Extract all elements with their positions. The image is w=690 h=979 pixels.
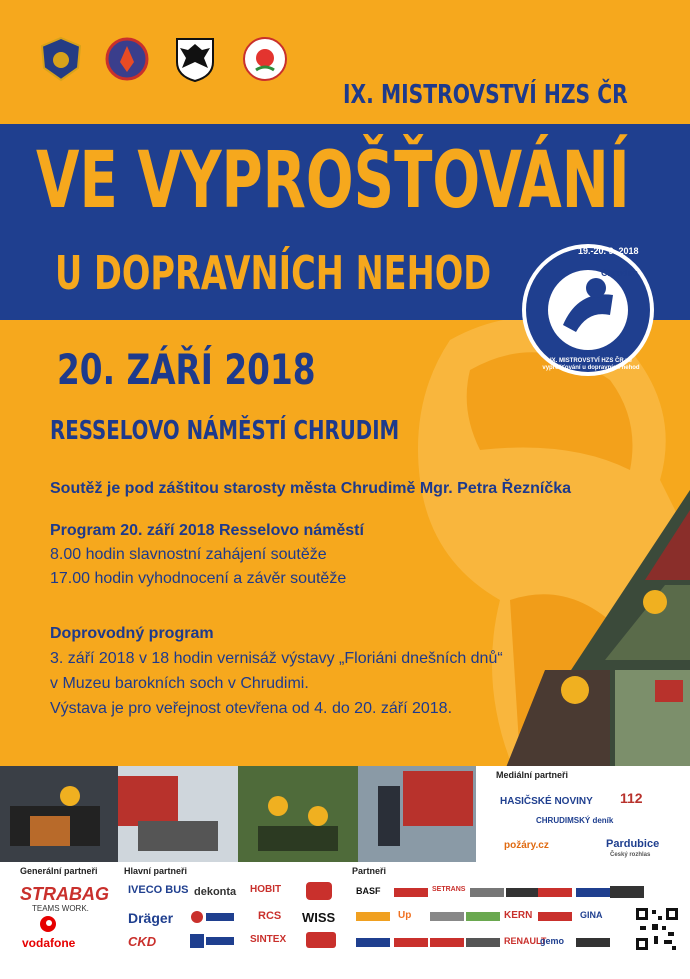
firefighter-truck-icon	[358, 766, 476, 862]
general-partners-label: Generální partneři	[20, 866, 98, 876]
main-partner-logo: dekonta	[194, 886, 237, 898]
partners-label: Partneři	[352, 866, 387, 876]
dhl-style-logo-icon	[306, 882, 332, 900]
main-partner-logo: HOBIT	[250, 884, 282, 895]
side-program-line: 3. září 2018 v 18 hodin vernisáž výstavy „Floriáni dnešních dnů“	[50, 650, 503, 667]
partner-logo	[576, 938, 610, 947]
main-partner-logo: IVECO BUS	[128, 884, 189, 896]
main-partner-logo: Dräger	[128, 910, 174, 926]
eagle-coat-of-arms-icon	[172, 36, 218, 82]
partner-logo	[430, 912, 464, 921]
partner-logo: RENAULT	[504, 936, 547, 946]
rescue-photo	[358, 766, 476, 862]
partner-logo	[576, 888, 610, 897]
partner-logo	[538, 888, 572, 897]
rescue-photo-collage	[505, 490, 690, 770]
media-partners-label: Mediální partneři	[496, 770, 569, 780]
general-partner-logo: STRABAG	[20, 884, 109, 904]
partner-logo-icon	[190, 934, 234, 948]
emblem-city: Chrudim	[601, 268, 638, 278]
rescue-scene-icon	[0, 766, 118, 862]
edition-heading: IX. MISTROVSTVÍ HZS ČR	[343, 80, 628, 110]
side-program-line: v Muzeu barokních soch v Chrudimi.	[50, 675, 309, 692]
partner-logo: SETRANS	[432, 886, 466, 893]
rescue-photo	[118, 766, 238, 862]
partner-logo	[470, 888, 504, 897]
qr-code-icon[interactable]	[634, 906, 680, 952]
partner-logo	[394, 888, 428, 897]
rescue-photo	[238, 766, 358, 862]
partner-logo: gemo	[540, 936, 565, 946]
vodafone-icon	[40, 916, 56, 932]
patronage-text: Soutěž je pod záštitou starosty města Chrudimě Mgr. Petra Řezníčka	[50, 480, 572, 497]
event-date: 20. ZÁŘÍ 2018	[57, 345, 316, 394]
media-partner-logo: CHRUDIMSKÝ deník	[536, 816, 614, 825]
partner-logo: KERN	[504, 910, 533, 921]
partner-logo	[356, 938, 390, 947]
program-heading: Program 20. září 2018 Resselovo náměstí	[50, 522, 364, 539]
partner-logo: BASF	[356, 886, 381, 896]
main-partner-logo: SINTEX	[250, 934, 287, 945]
title-line-1: VE VYPROŠŤOVÁNÍ	[36, 136, 630, 226]
program-item: 17.00 hodin vyhodnocení a závěr soutěže	[50, 570, 347, 587]
sports-club-firefighters-icon	[242, 36, 288, 82]
general-partner-logo: TEAMS WORK.	[32, 904, 89, 913]
partner-logo	[394, 938, 428, 947]
media-partner-logo: Pardubice	[606, 838, 660, 850]
championship-emblem	[518, 240, 658, 380]
general-partner-logo: vodafone	[22, 936, 76, 950]
side-program-line: Výstava je pro veřejnost otevřena od 4. do 20. září 2018.	[50, 700, 453, 717]
partner-logo: GINA	[580, 910, 603, 920]
partner-logo	[506, 888, 540, 897]
partner-logo	[466, 912, 500, 921]
partner-logo-icon	[306, 932, 336, 948]
media-partner-logo: HASIČSKÉ NOVINY	[500, 796, 593, 807]
main-partner-logo: RCS	[258, 910, 282, 922]
hzs-badge-icon	[38, 36, 84, 82]
partner-logo	[356, 912, 390, 921]
title-line-2: U DOPRAVNÍCH NEHOD	[55, 246, 492, 300]
media-partner-logo: 112	[620, 790, 643, 806]
fire-crest-icon	[104, 36, 150, 82]
side-program-heading: Doprovodný program	[50, 625, 214, 642]
main-partner-logo: WISS	[302, 910, 336, 925]
emblem-ring-text: IX. MISTROVSTVÍ HZS ČR ve vyprošťování u dopravních nehod	[542, 358, 640, 371]
media-partner-logo: Český rozhlas	[610, 852, 651, 858]
program-item: 8.00 hodin slavnostní zahájení soutěže	[50, 546, 327, 563]
media-partner-logo: požáry.cz	[504, 840, 549, 851]
partner-logo	[466, 938, 500, 947]
emblem-dates: 19.-20. 9. 2018	[578, 246, 639, 256]
main-partners-label: Hlavní partneři	[124, 866, 188, 876]
fire-truck-scene-icon	[118, 766, 238, 862]
forest-rescue-icon	[238, 766, 358, 862]
partner-logo	[430, 938, 464, 947]
firefighting-tech-logo-icon	[190, 910, 234, 924]
rescue-photo	[0, 766, 118, 862]
partner-logo: Up	[398, 910, 412, 921]
partner-logo	[538, 912, 572, 921]
event-place: RESSELOVO NÁMĚSTÍ CHRUDIM	[50, 416, 400, 446]
main-partner-logo: CKD	[128, 934, 157, 949]
partner-logo	[610, 886, 644, 898]
